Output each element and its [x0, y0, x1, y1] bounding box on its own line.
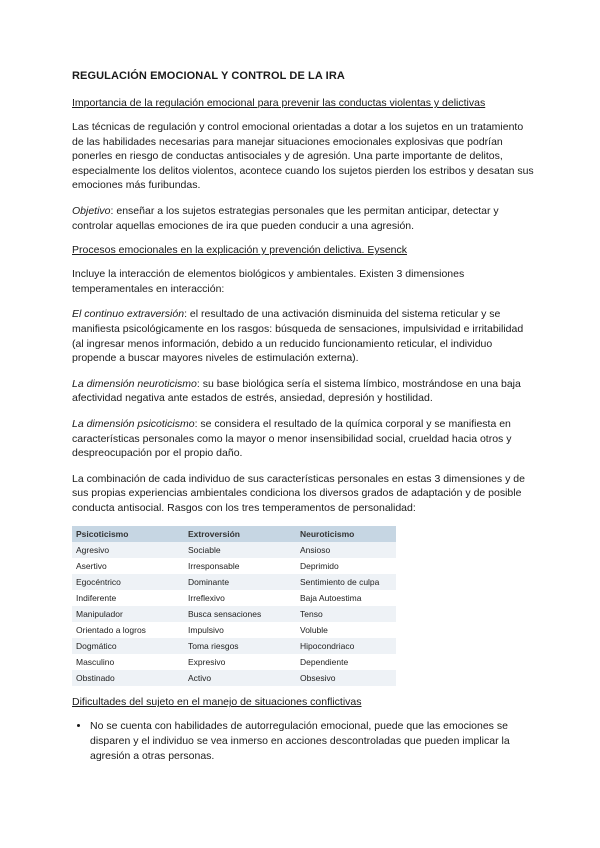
table-cell: Hipocondriaco — [300, 641, 355, 652]
paragraph-objective — [72, 204, 534, 233]
paragraph-neuroticism — [72, 377, 534, 406]
header-neuroticism: Neuroticismo — [300, 529, 355, 540]
table-row — [72, 622, 396, 638]
table-cell: Dependiente — [300, 657, 349, 668]
document-title: REGULACIÓN EMOCIONAL Y CONTROL DE LA IRA — [72, 70, 345, 82]
table-cell: Obstinado — [76, 673, 115, 684]
table-cell: Expresivo — [188, 657, 226, 668]
psychoticism-label: La dimensión psicoticismo — [72, 417, 195, 430]
table-row — [72, 558, 396, 574]
extraversion-text: : el resultado de una activación disminuida del sistema reticular y se manifiesta psicológicamente en los rasgos: búsqueda de sensaciones, impulsividad e irritabilidad (al ingresar menos información, debido a un reducido funcionamiento reticular, el individuo propende a buscar mayores niveles de estimulación externa). — [72, 308, 524, 365]
paragraph-eysenck-intro: Incluye la interacción de elementos biológicos y ambientales. Existen 3 dimensiones temperamentales en interacción: — [72, 268, 465, 295]
table-cell: Ansioso — [300, 545, 331, 556]
table-cell: Dogmático — [76, 641, 117, 652]
difficulties-list — [72, 719, 534, 763]
table-cell: Irreflexivo — [188, 593, 225, 604]
table-row — [72, 670, 396, 686]
section-heading-difficulties: Dificultades del sujeto en el manejo de situaciones conflictivas — [72, 696, 362, 709]
table-cell: Sociable — [188, 545, 221, 556]
psychoticism-text: : se considera el resultado de la química corporal y se manifiesta en características personales como la mayor o menor insensibilidad social, crueldad hacia otros y despreocupación por el propio daño. — [72, 417, 512, 460]
traits-table-header — [72, 526, 396, 542]
paragraph-psychoticism — [72, 417, 534, 461]
table-cell: Impulsivo — [188, 625, 224, 636]
objective-text: : enseñar a los sujetos estrategias personales que les permitan anticipar, detectar y controlar aquellas emociones de ira que pueden conducir a una agresión. — [72, 204, 499, 232]
table-row — [72, 638, 396, 654]
table-cell: Agresivo — [76, 545, 110, 556]
table-cell: Tenso — [300, 609, 323, 620]
table-cell: Orientado a logros — [76, 625, 146, 636]
table-cell: Obsesivo — [300, 673, 336, 684]
table-cell: Indiferente — [76, 593, 117, 604]
extraversion-label: El continuo extraversión — [72, 308, 185, 321]
table-cell: Activo — [188, 673, 212, 684]
table-cell: Dominante — [188, 577, 230, 588]
paragraph-combination: La combinación de cada individuo de sus características personales en estas 3 dimensiones y de sus propias experiencias ambientales condiciona los diversos grados de adaptación y de posible conducta antisocial. Rasgos con los tres temperamentos de personalidad: — [72, 472, 525, 514]
list-item: • No se cuenta con habilidades de autorregulación emocional, puede que las emociones se disparen y el individuo se vea inmerso en acciones descontroladas que pueden implicar la agresión a otras personas. — [90, 719, 534, 763]
section-heading-importance: Importancia de la regulación emocional para prevenir las conductas violentas y delictivas — [72, 97, 486, 109]
table-row — [72, 542, 396, 558]
table-cell: Voluble — [300, 625, 328, 636]
table-cell: Toma riesgos — [188, 641, 239, 652]
neuroticism-label: La dimensión neuroticismo — [72, 377, 197, 390]
traits-table — [72, 526, 396, 686]
header-extraversion: Extroversión — [188, 529, 240, 540]
table-cell: Sentimiento de culpa — [300, 577, 380, 588]
table-cell: Manipulador — [76, 609, 123, 620]
table-row — [72, 574, 396, 590]
table-cell: Deprimido — [300, 561, 339, 572]
table-row — [72, 590, 396, 606]
table-row — [72, 606, 396, 622]
neuroticism-text: : su base biológica sería el sistema límbico, mostrándose en una baja afectividad negativa ante estados de estrés, ansiedad, depresión y hostilidad. — [72, 377, 521, 405]
header-psychoticism: Psicoticismo — [76, 529, 129, 540]
table-cell: Asertivo — [76, 561, 107, 572]
table-row — [72, 654, 396, 670]
table-cell: Masculino — [76, 657, 115, 668]
table-cell: Busca sensaciones — [188, 609, 262, 620]
table-cell: Baja Autoestima — [300, 593, 362, 604]
document-page — [72, 70, 534, 763]
section-heading-eysenck: Procesos emocionales en la explicación y prevención delictiva. Eysenck — [72, 244, 408, 257]
table-cell: Egocéntrico — [76, 577, 121, 588]
paragraph-extraversion — [72, 307, 534, 365]
table-cell: Irresponsable — [188, 561, 240, 572]
paragraph-intro: Las técnicas de regulación y control emocional orientadas a dotar a los sujetos en un tratamiento de las habilidades necesarias para manejar situaciones emocionales explosivas que podrían ponerles en riesgo de conductas antisociales y de agresión. Una parte importante de delitos, especialmente los delitos violentos, acontece cuando los sujetos pierden los estribos y desatan sus emociones más furibundas. — [72, 121, 534, 192]
objective-label: Objetivo — [72, 204, 111, 217]
